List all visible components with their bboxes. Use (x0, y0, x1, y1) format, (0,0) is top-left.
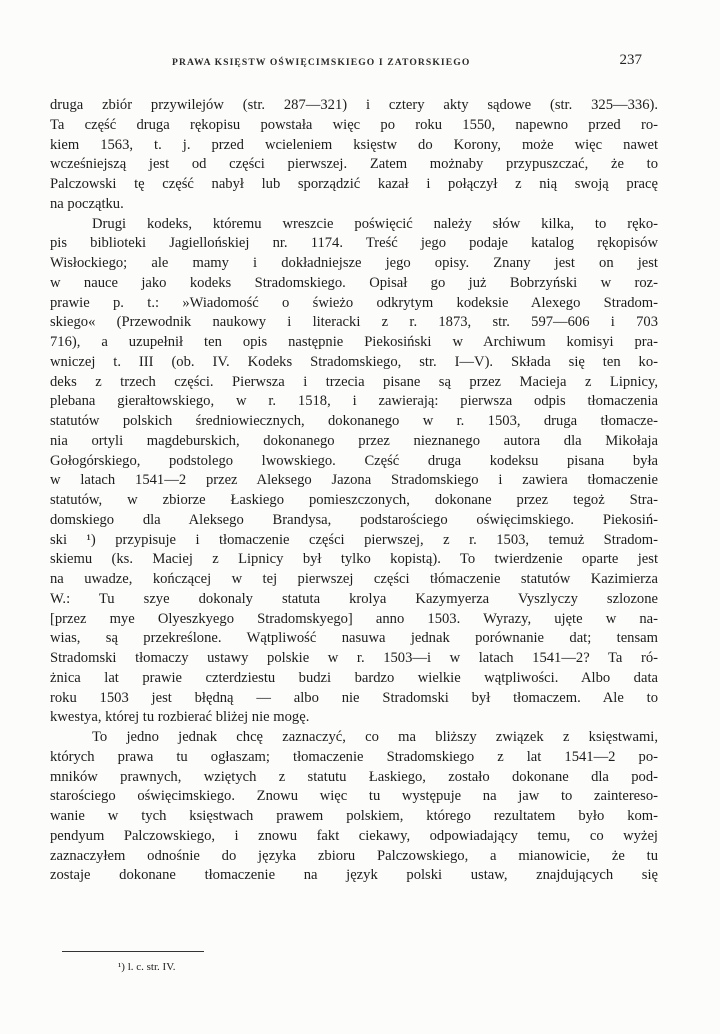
text-line: domskiego dla Aleksego Brandysa, podstarościego oświęcimskiego. Piekosiń- (50, 511, 658, 528)
text-line: druga zbiór przywilejów (str. 287—321) i cztery akty sądowe (str. 325—336). (50, 97, 658, 113)
text-line: starościego oświęcimskiego. Znowu więc tu występuje na jaw to zaintereso- (50, 788, 658, 805)
text-line: wniczej t. III (ob. IV. Kodeks Stradomskiego, str. I—V). Składa się ten ko- (50, 353, 658, 370)
text-line: Stradomski tłomaczy ustawy polskie w r. 1503—i w latach 1541—2? Ta ró- (50, 650, 658, 666)
footnote: ¹) l. c. str. IV. (118, 961, 176, 973)
text-line: 716), a uzupełnił ten opis następnie Piekosiński w Archiwum komisyi pra- (50, 334, 658, 350)
text-line: W.: Tu szye dokonaly statuta krolya Kazymyerza Vyszlyczy szlozone (50, 590, 658, 607)
text-line: plebana gierałtowskiego, w r. 1518, i zawierają: pierwsza odpis tłomaczenia (50, 393, 658, 410)
text-line: Wisłockiego; ale mamy i dokładniejsze jego opisy. Znany jest on jest (50, 255, 658, 271)
text-line: wanie w tych księstwach prawem polskiem, którego rezultatem było kom- (50, 808, 658, 824)
text-line: statutów, w zbiorze Łaskiego pomieszczonych, dokonane przez tegoż Stra- (50, 492, 658, 508)
footnote-divider (62, 951, 204, 952)
text-line: w latach 1541—2 przez Aleksego Jazona Stradomskiego i zawiera tłomaczenie (50, 472, 658, 489)
text-line: deks z trzech części. Pierwsza i trzecia pisane są przez Macieja z Lipnicy, (50, 373, 658, 390)
text-line: w nauce jako kodeks Stradomskiego. Opisał go już Bobrzyński w roz- (50, 274, 658, 291)
text-line: skiego« (Przewodnik naukowy i literacki z r. 1873, str. 597—606 i 703 (50, 314, 658, 331)
text-line: zostaje dokonane tłomaczenie na język polski ustaw, znajdujących się (50, 867, 658, 884)
text-line: Palczowski tę część nabył lub sporządzić kazał i połączył z nią swoją pracę (50, 176, 658, 192)
text-line: kiem 1563, t. j. przed wcieleniem księstw do Korony, może więc nawet (50, 136, 658, 153)
paragraph-start-line: To jedno jednak chcę zaznaczyć, co ma bliższy związek z księstwami, (92, 729, 658, 745)
text-line: [przez mye Olyeszkyego Stradomskyego] anno 1503. Wyrazy, ujęte w na- (50, 610, 658, 627)
text-line: wcześniejszą jest od części pierwszej. Zatem możnaby przypuszczać, że to (50, 156, 658, 173)
text-line: skiemu (ks. Maciej z Lipnicy był tylko kopistą). To twierdzenie oparte jest (50, 551, 658, 568)
text-line: zaznaczyłem odnośnie do języka zbioru Palczowskiego, a mianowicie, że tu (50, 847, 658, 864)
text-line: Ta część druga rękopisu powstała więc po roku 1550, napewno przed ro- (50, 116, 658, 133)
body-text (50, 96, 658, 886)
text-line: ski ¹) przypisuje i tłomaczenie części pierwszej, z r. 1503, temuż Stradom- (50, 531, 658, 548)
text-line: wias, są przekreślone. Wątpliwość nasuwa jednak porównanie dat; tensam (50, 630, 658, 647)
text-line: prawie p. t.: »Wiadomość o świeżo odkrytym kodeksie Alexego Stradom- (50, 294, 658, 311)
text-line: roku 1503 jest błędną — albo nie Stradomski był tłomaczem. Ale to (50, 689, 658, 706)
text-line: na uwadze, kończącej w tej pierwszej części tłómaczenie statutów Kazimierza (50, 571, 658, 587)
text-line: pendyum Palczowskiego, i znowu fakt ciekawy, odpowiadający temu, co wyżej (50, 827, 658, 844)
text-line: pis biblioteki Jagiellońskiej nr. 1174. Treść jego podaje katalog rękopisów (50, 235, 658, 252)
text-line: na początku. (50, 195, 124, 212)
page-number: 237 (619, 52, 642, 68)
running-title: PRAWA KSIĘSTW OŚWIĘCIMSKIEGO I ZATORSKIEGO (172, 57, 471, 68)
text-line: statutów polskich średniowiecznych, dokonanego w r. 1503, druga tłomacze- (50, 413, 658, 429)
text-line: których prawa tu ogłaszam; tłomaczenie Stradomskiego z lat 1541—2 po- (50, 748, 658, 765)
text-line: Gołogórskiego, podstolego lwowskiego. Część druga kodeksu pisana była (50, 452, 658, 469)
text-line: nia ortyli magdeburskich, dokonanego przez nieznanego autora dla Mikołaja (50, 432, 658, 449)
text-line: mników prawnych, wziętych z statutu Łaskiego, zostało dokonane dla pod- (50, 768, 658, 785)
paragraph-start-line: Drugi kodeks, któremu wreszcie poświęcić należy słów kilka, to ręko- (92, 215, 658, 232)
text-line: żnica lat prawie czterdziestu budzi bardzo wielkie wątpliwości. Albo data (50, 669, 658, 686)
text-line: kwestya, której tu rozbierać bliżej nie mogę. (50, 709, 310, 726)
running-header (60, 54, 660, 74)
